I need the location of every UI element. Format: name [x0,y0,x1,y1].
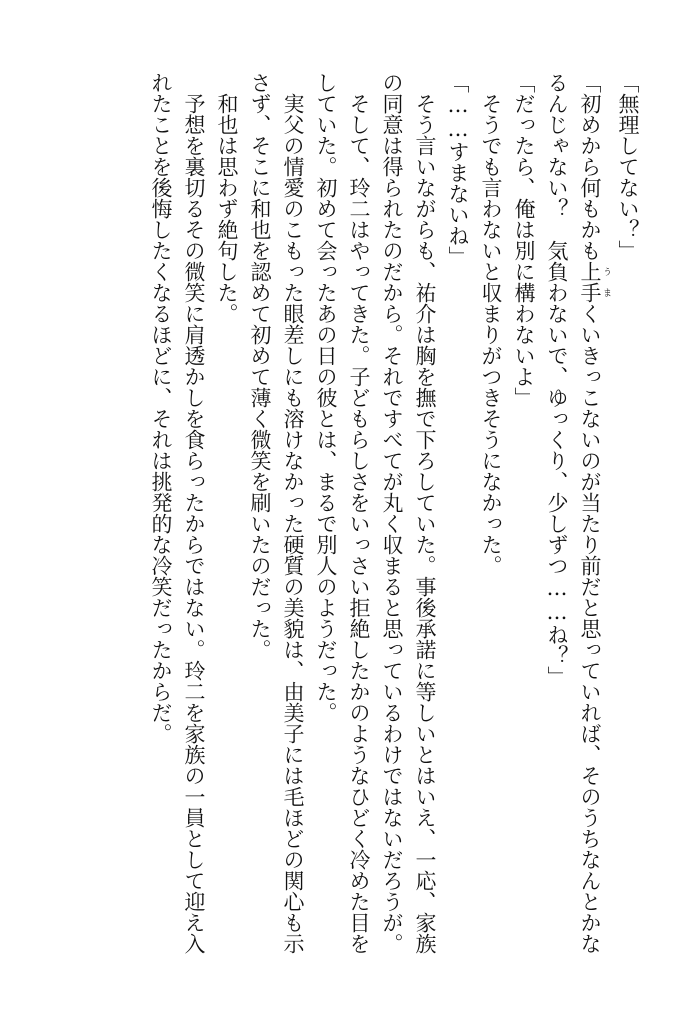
narration-line-5: そうでも言わないと収まりがつきそうになかった。 [479,93,503,576]
narration-line-10: していた。初めて会ったあの日の彼とは、まるで別人のようだった。 [314,72,338,723]
narration-line-7: そう言いながらも、祐介は胸を撫で下ろしていた。事後承諾に等しいとはいえ、一応、家族 [413,93,437,954]
narration-line-14: 予想を裏切るその微笑に肩透かしを食らったからではない。玲二を家族の一員として迎え入 [182,93,206,954]
dialogue-line-6: 「……すまないね」 [446,72,470,267]
narration-line-15: れたことを後悔したくなるほどに、それは挑発的な冷笑だったからだ。 [149,72,173,744]
ruby-reading: うま [601,261,611,303]
ruby-jouzu [578,261,611,303]
narration-line-11: 実父の情愛のこもった眼差しにも溶けなかった硬質の美貌は、由美子には毛ほどの関心も示 [281,93,305,954]
narration-line-12: さず、そこに和也を認めて初めて薄く微笑を刷いたのだった。 [248,72,272,660]
dialogue-line-2: 「初めから何もかも上手 うまくいきっこないのが当たり前だと思っていれば、そのうちなんとかな [578,72,611,954]
ruby-base: 上手 [578,261,602,303]
dialogue-line-3: るんじゃない？ 気負わないで、ゆっくり、少しずつ……ね？」 [545,72,569,687]
vertical-text-body [24,72,644,972]
narration-line-8: の同意は得られたのだから。それですべてが丸く収まると思っているわけではないだろうが。 [380,72,404,954]
dialogue-line-4: 「だったら、俺は別に構わないよ」 [512,72,536,408]
narration-line-9: そして、玲二はやってきた。子どもらしさをいっさい拒絶したかのようなひどく冷めた目を [347,93,371,954]
narration-line-13: 和也は思わず絶句した。 [215,93,239,324]
dialogue-line-1: 「無理してない？」 [616,72,640,261]
